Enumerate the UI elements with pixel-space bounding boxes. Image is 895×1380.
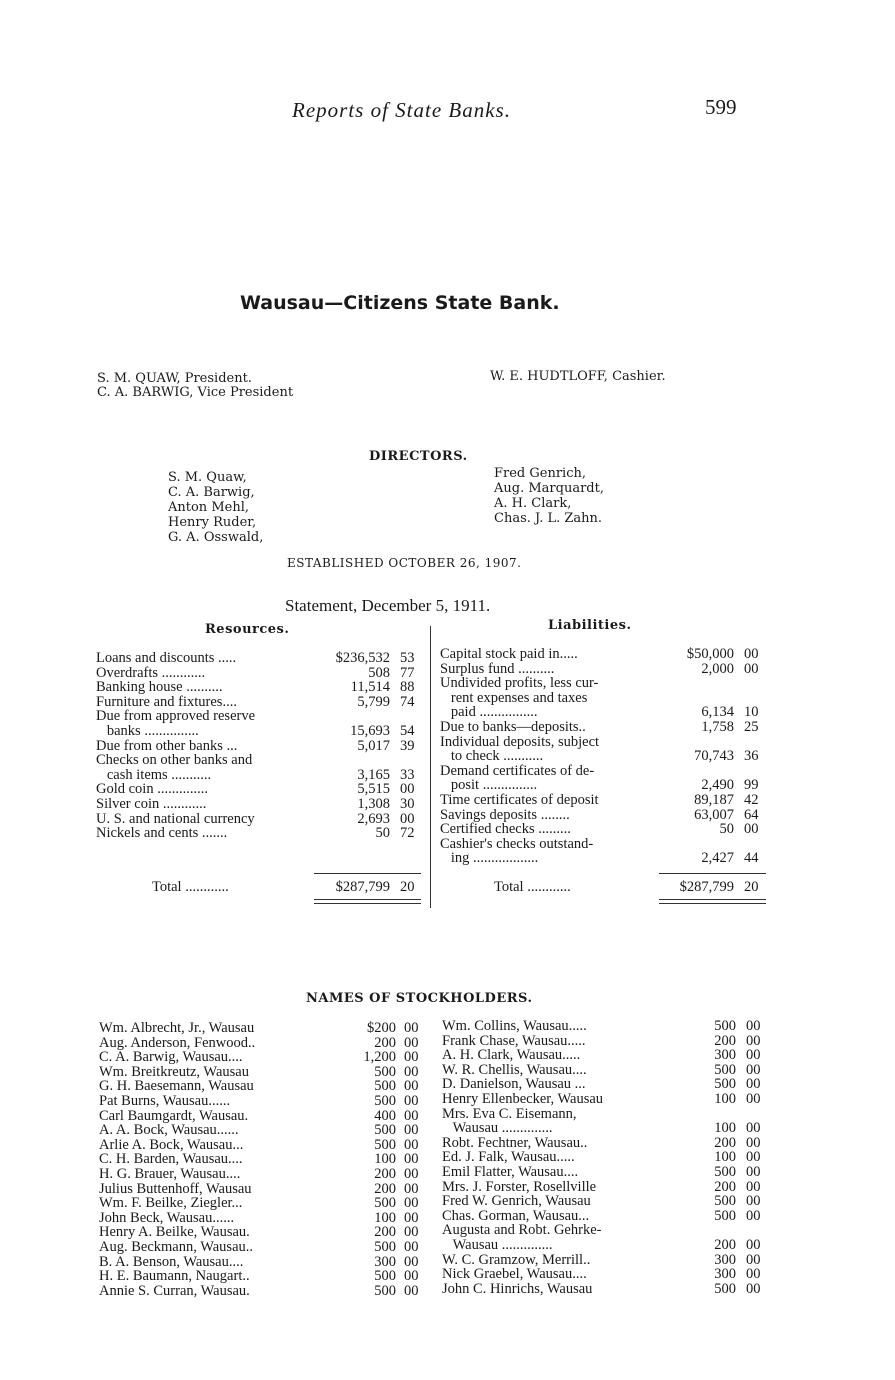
table-row: Surplus fund .......... 2,000 00	[440, 660, 759, 677]
vice-president-line: C. A. BARWIG, Vice President	[97, 385, 294, 400]
list-item: Pat Burns, Wausau...... 500 00	[99, 1092, 419, 1109]
director-name: G. A. Osswald,	[168, 530, 264, 545]
list-item: Frank Chase, Wausau..... 200 00	[442, 1032, 761, 1049]
liabilities-table	[440, 647, 770, 866]
table-row: Due from other banks ... 5,017 39	[96, 737, 415, 754]
resources-total	[96, 880, 426, 895]
table-row: ing .................. 2,427 44	[440, 850, 759, 867]
table-row: Furniture and fixtures.... 5,799 74	[96, 693, 415, 710]
cashier-line: W. E. HUDTLOFF, Cashier.	[490, 369, 666, 384]
list-item: Henry Ellenbecker, Wausau 100 00	[442, 1090, 761, 1107]
table-row: Undivided profits, less cur-	[440, 675, 599, 692]
list-item: Julius Buttenhoff, Wausau 200 00	[99, 1180, 419, 1197]
president-line: S. M. QUAW, President.	[97, 371, 252, 386]
table-row: U. S. and national currency 2,693 00	[96, 810, 415, 827]
directors-left-list	[168, 470, 263, 545]
table-row: Silver coin ............ 1,308 30	[96, 795, 415, 812]
table-row: Time certificates of deposit 89,187 42	[440, 791, 759, 808]
total-row: Total ............ $287,799 20	[494, 879, 759, 895]
table-row: to check ........... 70,743 36	[440, 748, 759, 765]
list-item: Ed. J. Falk, Wausau..... 100 00	[442, 1149, 761, 1166]
table-row: Capital stock paid in..... $50,000 00	[440, 646, 759, 662]
directors-heading: DIRECTORS.	[369, 449, 468, 464]
list-item: Annie S. Curran, Wausau. 500 00	[99, 1282, 419, 1299]
running-title: Reports of State Banks.	[292, 98, 511, 122]
table-row: posit ............... 2,490 99	[440, 777, 759, 794]
table-row: Loans and discounts ..... $236,532 53	[96, 650, 415, 666]
list-item: Wausau .............. 200 00	[442, 1236, 761, 1253]
stockholders-heading: NAMES OF STOCKHOLDERS.	[306, 991, 533, 1006]
table-row: Demand certificates of de-	[440, 762, 595, 779]
list-item: Mrs. J. Forster, Rosellville 200 00	[442, 1178, 761, 1195]
director-name: Aug. Marquardt,	[494, 481, 604, 496]
list-item: Carl Baumgardt, Wausau. 400 00	[99, 1107, 419, 1124]
table-row: rent expenses and taxes	[440, 689, 588, 706]
table-row: Savings deposits ........ 63,007 64	[440, 806, 759, 823]
list-item: W. R. Chellis, Wausau.... 500 00	[442, 1061, 761, 1078]
table-row: Certified checks ......... 50 00	[440, 821, 759, 838]
list-item: Henry A. Beilke, Wausau. 200 00	[99, 1224, 419, 1241]
table-row: Due from approved reserve	[96, 708, 256, 725]
total-double-rule	[659, 903, 766, 904]
table-row: Due to banks—deposits.. 1,758 25	[440, 718, 759, 735]
total-double-rule	[659, 899, 766, 900]
list-item: Nick Graebel, Wausau.... 300 00	[442, 1266, 761, 1283]
list-item: Augusta and Robt. Gehrke-	[442, 1222, 602, 1239]
established-line: ESTABLISHED OCTOBER 26, 1907.	[287, 556, 522, 570]
director-name: C. A. Barwig,	[168, 485, 255, 500]
list-item: Wausau .............. 100 00	[442, 1120, 761, 1137]
resources-table	[96, 651, 426, 841]
list-item: G. H. Baesemann, Wausau 500 00	[99, 1078, 419, 1095]
list-item: C. A. Barwig, Wausau.... 1,200 00	[99, 1049, 419, 1066]
resources-heading: Resources.	[205, 622, 290, 637]
list-item: Wm. F. Beilke, Ziegler... 500 00	[99, 1195, 419, 1212]
list-item: A. A. Bock, Wausau...... 500 00	[99, 1122, 419, 1139]
directors-right-list	[494, 466, 604, 526]
director-name: A. H. Clark,	[494, 496, 572, 511]
liabilities-total	[440, 880, 770, 895]
bank-title: Wausau—Citizens State Bank.	[240, 292, 560, 314]
total-double-rule	[314, 899, 421, 900]
table-row: Gold coin .............. 5,515 00	[96, 781, 415, 798]
list-item: Robt. Fechtner, Wausau.. 200 00	[442, 1134, 761, 1151]
table-row: Checks on other banks and	[96, 752, 253, 769]
subtotal-rule	[314, 873, 421, 874]
director-name: Fred Genrich,	[494, 466, 586, 481]
list-item: Mrs. Eva C. Eisemann,	[442, 1105, 577, 1122]
liabilities-heading: Liabilities.	[548, 618, 632, 633]
list-item: John C. Hinrichs, Wausau 500 00	[442, 1280, 761, 1297]
column-divider	[430, 626, 431, 908]
stockholders-right-list	[442, 1019, 772, 1296]
total-row: Total ............ $287,799 20	[152, 879, 415, 895]
table-row: Banking house .......... 11,514 88	[96, 679, 415, 696]
table-row: Overdrafts ............ 508 77	[96, 664, 415, 681]
table-row: paid ................ 6,134 10	[440, 704, 759, 721]
list-item: Chas. Gorman, Wausau... 500 00	[442, 1207, 761, 1224]
table-row: Nickels and cents ....... 50 72	[96, 825, 415, 842]
list-item: Wm. Albrecht, Jr., Wausau $200 00	[99, 1020, 419, 1036]
total-double-rule	[314, 903, 421, 904]
table-row: cash items ........... 3,165 33	[96, 766, 415, 783]
statement-heading: Statement, December 5, 1911.	[285, 596, 491, 615]
list-item: Aug. Anderson, Fenwood.. 200 00	[99, 1034, 419, 1051]
list-item: Wm. Breitkreutz, Wausau 500 00	[99, 1063, 419, 1080]
list-item: H. G. Brauer, Wausau.... 200 00	[99, 1165, 419, 1182]
subtotal-rule	[659, 873, 766, 874]
list-item: Emil Flatter, Wausau.... 500 00	[442, 1163, 761, 1180]
list-item: H. E. Baumann, Naugart.. 500 00	[99, 1268, 419, 1285]
director-name: Henry Ruder,	[168, 515, 257, 530]
list-item: Wm. Collins, Wausau..... 500 00	[442, 1018, 761, 1034]
table-row: Cashier's checks outstand-	[440, 835, 594, 852]
list-item: Aug. Beckmann, Wausau.. 500 00	[99, 1238, 419, 1255]
table-row: Individual deposits, subject	[440, 733, 600, 750]
list-item: A. H. Clark, Wausau..... 300 00	[442, 1047, 761, 1064]
list-item: B. A. Benson, Wausau.... 300 00	[99, 1253, 419, 1270]
table-row: banks ............... 15,693 54	[96, 722, 415, 739]
list-item: C. H. Barden, Wausau.... 100 00	[99, 1151, 419, 1168]
list-item: Arlie A. Bock, Wausau... 500 00	[99, 1136, 419, 1153]
director-name: Anton Mehl,	[168, 500, 249, 515]
list-item: D. Danielson, Wausau ... 500 00	[442, 1076, 761, 1093]
director-name: S. M. Quaw,	[168, 470, 247, 485]
list-item: Fred W. Genrich, Wausau 500 00	[442, 1193, 761, 1210]
list-item: W. C. Gramzow, Merrill.. 300 00	[442, 1251, 761, 1268]
page-number: 599	[705, 95, 737, 119]
list-item: John Beck, Wausau...... 100 00	[99, 1209, 419, 1226]
stockholders-left-list	[99, 1021, 429, 1298]
director-name: Chas. J. L. Zahn.	[494, 511, 603, 526]
